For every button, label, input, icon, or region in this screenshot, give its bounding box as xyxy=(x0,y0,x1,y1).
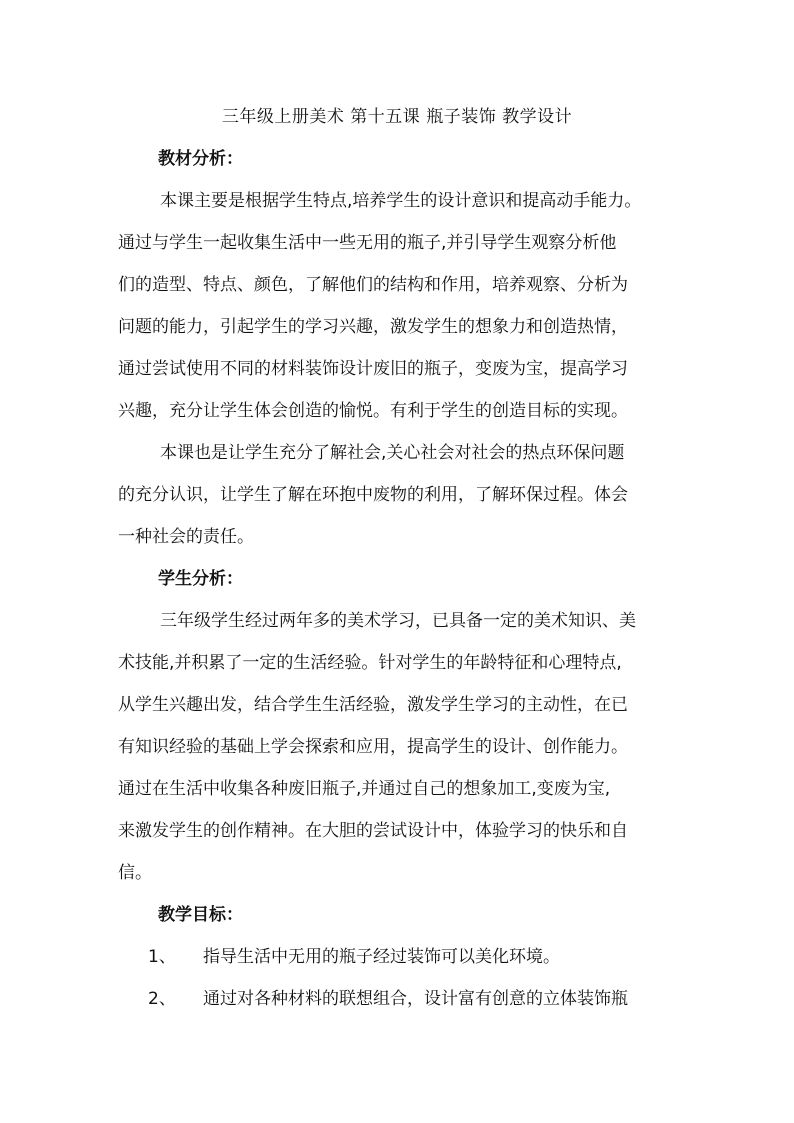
paragraph-line: 有知识经验的基础上学会探索和应用，提高学生的设计、创作能力。 xyxy=(118,737,628,757)
paragraph-line: 通过与学生一起收集生活中一些无用的瓶子,并引导学生观察分析他 xyxy=(118,233,617,253)
paragraph-line: 本课主要是根据学生特点,培养学生的设计意识和提高动手能力。 xyxy=(160,191,642,211)
paragraph-line: 的充分认识，让学生了解在环抱中废物的利用，了解环保过程。体会 xyxy=(118,485,628,505)
section-heading-textbook-analysis: 教材分析： xyxy=(158,149,243,169)
list-item-text: 指导生活中无用的瓶子经过装饰可以美化环境。 xyxy=(203,947,560,967)
paragraph-line: 来激发学生的创作精神。在大胆的尝试设计中，体验学习的快乐和自 xyxy=(118,821,628,841)
paragraph-line: 三年级学生经过两年多的美术学习，已具备一定的美术知识、美 xyxy=(160,611,636,631)
paragraph-line: 们的造型、特点、颜色，了解他们的结构和作用，培养观察、分析为 xyxy=(118,275,628,295)
paragraph-line: 从学生兴趣出发，结合学生生活经验，激发学生学习的主动性，在已 xyxy=(118,695,628,715)
paragraph-line: 信。 xyxy=(118,863,152,883)
paragraph-line: 问题的能力，引起学生的学习兴趣，激发学生的想象力和创造热情， xyxy=(118,317,628,337)
list-item-number: 1、 xyxy=(148,947,176,967)
paragraph-line: 兴趣，充分让学生体会创造的愉悦。有利于学生的创造目标的实现。 xyxy=(118,401,628,421)
paragraph-line: 一种社会的责任。 xyxy=(118,527,254,547)
document-title: 三年级上册美术 第十五课 瓶子装饰 教学设计 xyxy=(221,107,573,127)
paragraph-line: 通过在生活中收集各种废旧瓶子,并通过自己的想象加工,变废为宝, xyxy=(118,779,611,799)
section-heading-student-analysis: 学生分析： xyxy=(158,569,243,589)
paragraph-line: 通过尝试使用不同的材料装饰设计废旧的瓶子，变废为宝，提高学习 xyxy=(118,359,628,379)
list-item-text: 通过对各种材料的联想组合，设计富有创意的立体装饰瓶 xyxy=(203,989,628,1009)
paragraph-line: 术技能,并积累了一定的生活经验。针对学生的年龄特征和心理特点, xyxy=(118,653,622,673)
section-heading-teaching-goals: 教学目标： xyxy=(158,905,243,925)
list-item-number: 2、 xyxy=(148,989,176,1009)
paragraph-line: 本课也是让学生充分了解社会,关心社会对社会的热点环保问题 xyxy=(160,443,625,463)
